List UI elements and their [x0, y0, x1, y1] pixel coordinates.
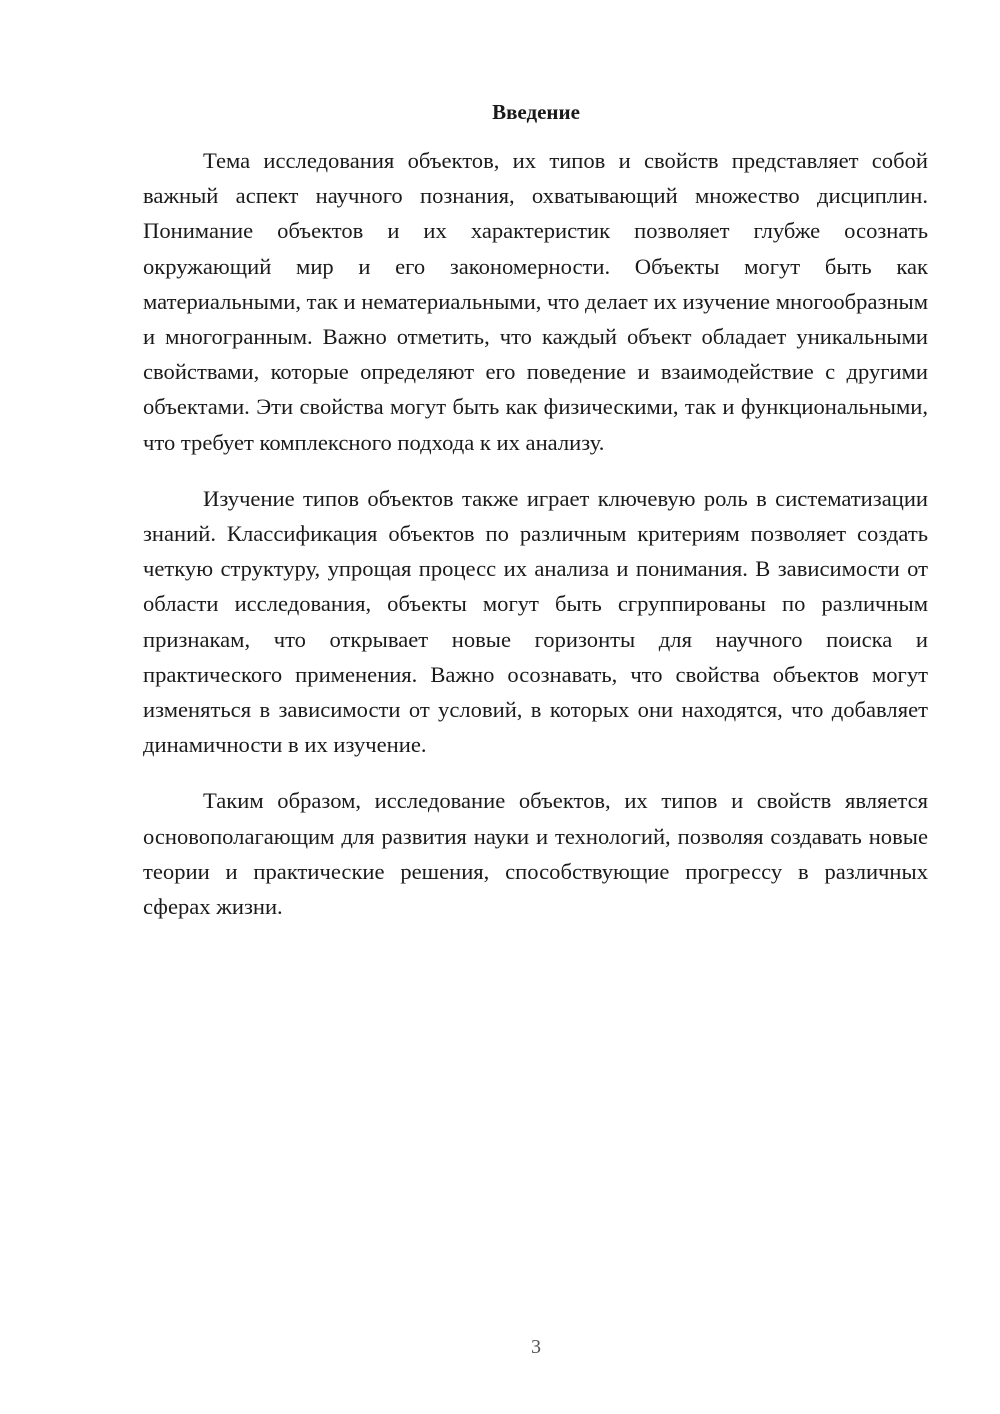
page-number: 3: [531, 1336, 541, 1358]
paragraph-3: Таким образом, исследование объектов, их типов и свойств является основополагающим для развития науки и технологий, позволяя создавать новые теории и практические решения, способствующие прогрессу в различных сферах жизни.: [143, 788, 928, 920]
section-heading: Введение: [492, 100, 580, 124]
paragraph-2: Изучение типов объектов также играет ключевую роль в систематизации знаний. Классификация объектов по различным критериям позволяет создать четкую структуру, упрощая процесс их анализа и понимания. В зависимости от области исследования, объекты могут быть сгруппированы по различным признакам, что открывает новые горизонты для научного поиска и практического применения. Важно осознавать, что свойства объектов могут изменяться в зависимости от условий, в которых они находятся, что добавляет динамичности в их изучение.: [143, 485, 928, 758]
paragraph-1: Тема исследования объектов, их типов и свойств представляет собой важный аспект научного познания, охватывающий множество дисциплин. Понимание объектов и их характеристик позволяет глубже осознать окружающий мир и его закономерности. Объекты могут быть как материальными, так и нематериальными, что делает их изучение многообразным и многогранным. Важно отметить, что каждый объект обладает уникальными свойствами, которые определяют его поведение и взаимодействие с другими объектами. Эти свойства могут быть как физическими, так и функциональными, что требует комплексного подхода к их анализу.: [143, 148, 928, 455]
body-text: [143, 143, 928, 924]
